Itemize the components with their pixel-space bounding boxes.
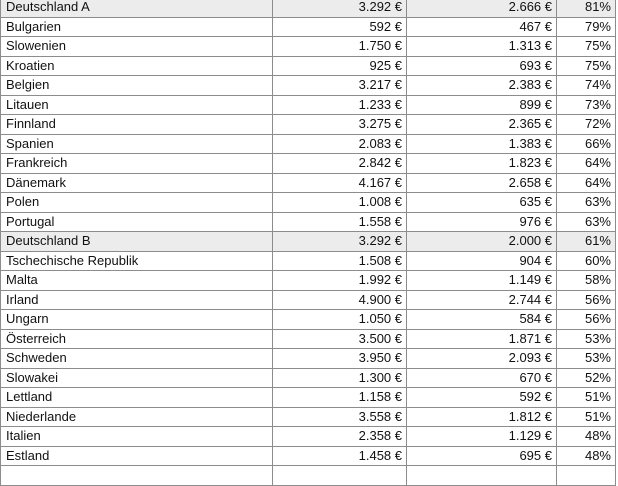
amount-a-cell[interactable]: 3.292 €: [273, 232, 407, 252]
amount-a-cell[interactable]: 2.842 €: [273, 154, 407, 174]
percentage-cell[interactable]: 56%: [557, 310, 616, 330]
amount-a-cell[interactable]: 2.083 €: [273, 134, 407, 154]
amount-a-cell[interactable]: 1.750 €: [273, 37, 407, 57]
table-row: [1, 232, 616, 252]
table-row: [1, 76, 616, 96]
table-row: [1, 388, 616, 408]
percentage-cell[interactable]: 53%: [557, 329, 616, 349]
country-cell[interactable]: Portugal: [1, 212, 273, 232]
amount-b-cell[interactable]: 2.093 €: [407, 349, 557, 369]
amount-a-cell[interactable]: 4.900 €: [273, 290, 407, 310]
table-row: [1, 173, 616, 193]
percentage-cell[interactable]: 72%: [557, 115, 616, 135]
country-cell[interactable]: Tschechische Republik: [1, 251, 273, 271]
amount-a-cell[interactable]: 592 €: [273, 17, 407, 37]
country-cell[interactable]: Deutschland A: [1, 0, 273, 17]
country-cell[interactable]: Kroatien: [1, 56, 273, 76]
table-row: [1, 0, 616, 17]
percentage-cell[interactable]: 51%: [557, 407, 616, 427]
table-row: [1, 95, 616, 115]
amount-b-cell[interactable]: 592 €: [407, 388, 557, 408]
country-cell[interactable]: Irland: [1, 290, 273, 310]
country-cell[interactable]: Deutschland B: [1, 232, 273, 252]
table-row: [1, 134, 616, 154]
table-row: [1, 271, 616, 291]
amount-a-cell[interactable]: 3.500 €: [273, 329, 407, 349]
amount-b-cell[interactable]: 1.823 €: [407, 154, 557, 174]
country-cell[interactable]: Finnland: [1, 115, 273, 135]
amount-a-cell[interactable]: 925 €: [273, 56, 407, 76]
amount-a-cell[interactable]: 3.275 €: [273, 115, 407, 135]
amount-b-cell[interactable]: 635 €: [407, 193, 557, 213]
amount-a-cell[interactable]: 3.292 €: [273, 0, 407, 17]
amount-a-cell[interactable]: 1.508 €: [273, 251, 407, 271]
amount-a-cell[interactable]: 3.217 €: [273, 76, 407, 96]
amount-b-cell[interactable]: 584 €: [407, 310, 557, 330]
amount-b-cell[interactable]: 1.383 €: [407, 134, 557, 154]
country-cell[interactable]: Litauen: [1, 95, 273, 115]
percentage-cell[interactable]: 58%: [557, 271, 616, 291]
country-cell[interactable]: Malta: [1, 271, 273, 291]
amount-a-cell[interactable]: 1.558 €: [273, 212, 407, 232]
amount-b-cell[interactable]: 899 €: [407, 95, 557, 115]
percentage-cell[interactable]: 56%: [557, 290, 616, 310]
country-cell[interactable]: Österreich: [1, 329, 273, 349]
percentage-cell[interactable]: 64%: [557, 154, 616, 174]
table-row: [1, 349, 616, 369]
country-cell: [1, 466, 273, 486]
country-cell[interactable]: Schweden: [1, 349, 273, 369]
amount-b-cell[interactable]: 1.149 €: [407, 271, 557, 291]
country-cell[interactable]: Slowakei: [1, 368, 273, 388]
table-row: [1, 193, 616, 213]
amount-b-cell[interactable]: 1.129 €: [407, 427, 557, 447]
percentage-cell[interactable]: 66%: [557, 134, 616, 154]
amount-b-cell[interactable]: 2.365 €: [407, 115, 557, 135]
table-body: [1, 0, 616, 485]
table-row: [1, 329, 616, 349]
amount-b-cell[interactable]: 1.812 €: [407, 407, 557, 427]
country-cell[interactable]: Belgien: [1, 76, 273, 96]
amount-b-cell[interactable]: 693 €: [407, 56, 557, 76]
amount-a-cell[interactable]: 1.008 €: [273, 193, 407, 213]
amount-a-cell[interactable]: 1.158 €: [273, 388, 407, 408]
table-row: [1, 251, 616, 271]
amount-b-cell[interactable]: 976 €: [407, 212, 557, 232]
percentage-cell[interactable]: 63%: [557, 193, 616, 213]
table-row: [1, 446, 616, 466]
amount-b-cell[interactable]: 2.383 €: [407, 76, 557, 96]
country-cell[interactable]: Ungarn: [1, 310, 273, 330]
percentage-cell[interactable]: 52%: [557, 368, 616, 388]
amount-b-cell[interactable]: 467 €: [407, 17, 557, 37]
amount-a-cell[interactable]: 4.167 €: [273, 173, 407, 193]
percentage-cell[interactable]: 81%: [557, 0, 616, 17]
table-row: [1, 212, 616, 232]
country-cell[interactable]: Bulgarien: [1, 17, 273, 37]
amount-b-cell[interactable]: 1.871 €: [407, 329, 557, 349]
table-row: [1, 310, 616, 330]
percentage-cell[interactable]: 48%: [557, 446, 616, 466]
country-cell[interactable]: Italien: [1, 427, 273, 447]
amount-b-cell[interactable]: 2.000 €: [407, 232, 557, 252]
percentage-cell[interactable]: 75%: [557, 37, 616, 57]
amount-a-cell[interactable]: 1.458 €: [273, 446, 407, 466]
amount-a-cell[interactable]: 3.950 €: [273, 349, 407, 369]
percentage-cell[interactable]: 60%: [557, 251, 616, 271]
table-row: [1, 56, 616, 76]
table-row: [1, 37, 616, 57]
table-row: [1, 368, 616, 388]
amount-b-cell[interactable]: 2.658 €: [407, 173, 557, 193]
table-row: [1, 290, 616, 310]
country-cell[interactable]: Dänemark: [1, 173, 273, 193]
amount-a-cell[interactable]: 1.992 €: [273, 271, 407, 291]
amount-b-cell: [407, 466, 557, 486]
percentage-cell[interactable]: 73%: [557, 95, 616, 115]
country-cell[interactable]: Polen: [1, 193, 273, 213]
country-cell[interactable]: Slowenien: [1, 37, 273, 57]
amount-a-cell[interactable]: 2.358 €: [273, 427, 407, 447]
percentage-cell[interactable]: 51%: [557, 388, 616, 408]
table-row: [1, 115, 616, 135]
table-row: [1, 17, 616, 37]
percentage-cell[interactable]: 48%: [557, 427, 616, 447]
amount-b-cell[interactable]: 670 €: [407, 368, 557, 388]
table-row: [1, 154, 616, 174]
amount-b-cell[interactable]: 2.744 €: [407, 290, 557, 310]
percentage-cell[interactable]: 63%: [557, 212, 616, 232]
country-cell[interactable]: Estland: [1, 446, 273, 466]
country-cell[interactable]: Lettland: [1, 388, 273, 408]
table-row: [1, 427, 616, 447]
percentage-cell[interactable]: 74%: [557, 76, 616, 96]
amount-a-cell: [273, 466, 407, 486]
amount-b-cell[interactable]: 904 €: [407, 251, 557, 271]
country-cell[interactable]: Spanien: [1, 134, 273, 154]
amount-b-cell[interactable]: 695 €: [407, 446, 557, 466]
amount-a-cell[interactable]: 3.558 €: [273, 407, 407, 427]
amount-b-cell[interactable]: 2.666 €: [407, 0, 557, 17]
country-cell[interactable]: Frankreich: [1, 154, 273, 174]
percentage-cell[interactable]: 64%: [557, 173, 616, 193]
table-row: [1, 407, 616, 427]
amount-a-cell[interactable]: 1.233 €: [273, 95, 407, 115]
percentage-cell[interactable]: 75%: [557, 56, 616, 76]
percentage-cell[interactable]: 61%: [557, 232, 616, 252]
table-row-partial: [1, 466, 616, 486]
percentage-cell[interactable]: 53%: [557, 349, 616, 369]
percentage-cell: [557, 466, 616, 486]
amount-a-cell[interactable]: 1.300 €: [273, 368, 407, 388]
percentage-cell[interactable]: 79%: [557, 17, 616, 37]
country-cell[interactable]: Niederlande: [1, 407, 273, 427]
amount-a-cell[interactable]: 1.050 €: [273, 310, 407, 330]
amount-b-cell[interactable]: 1.313 €: [407, 37, 557, 57]
